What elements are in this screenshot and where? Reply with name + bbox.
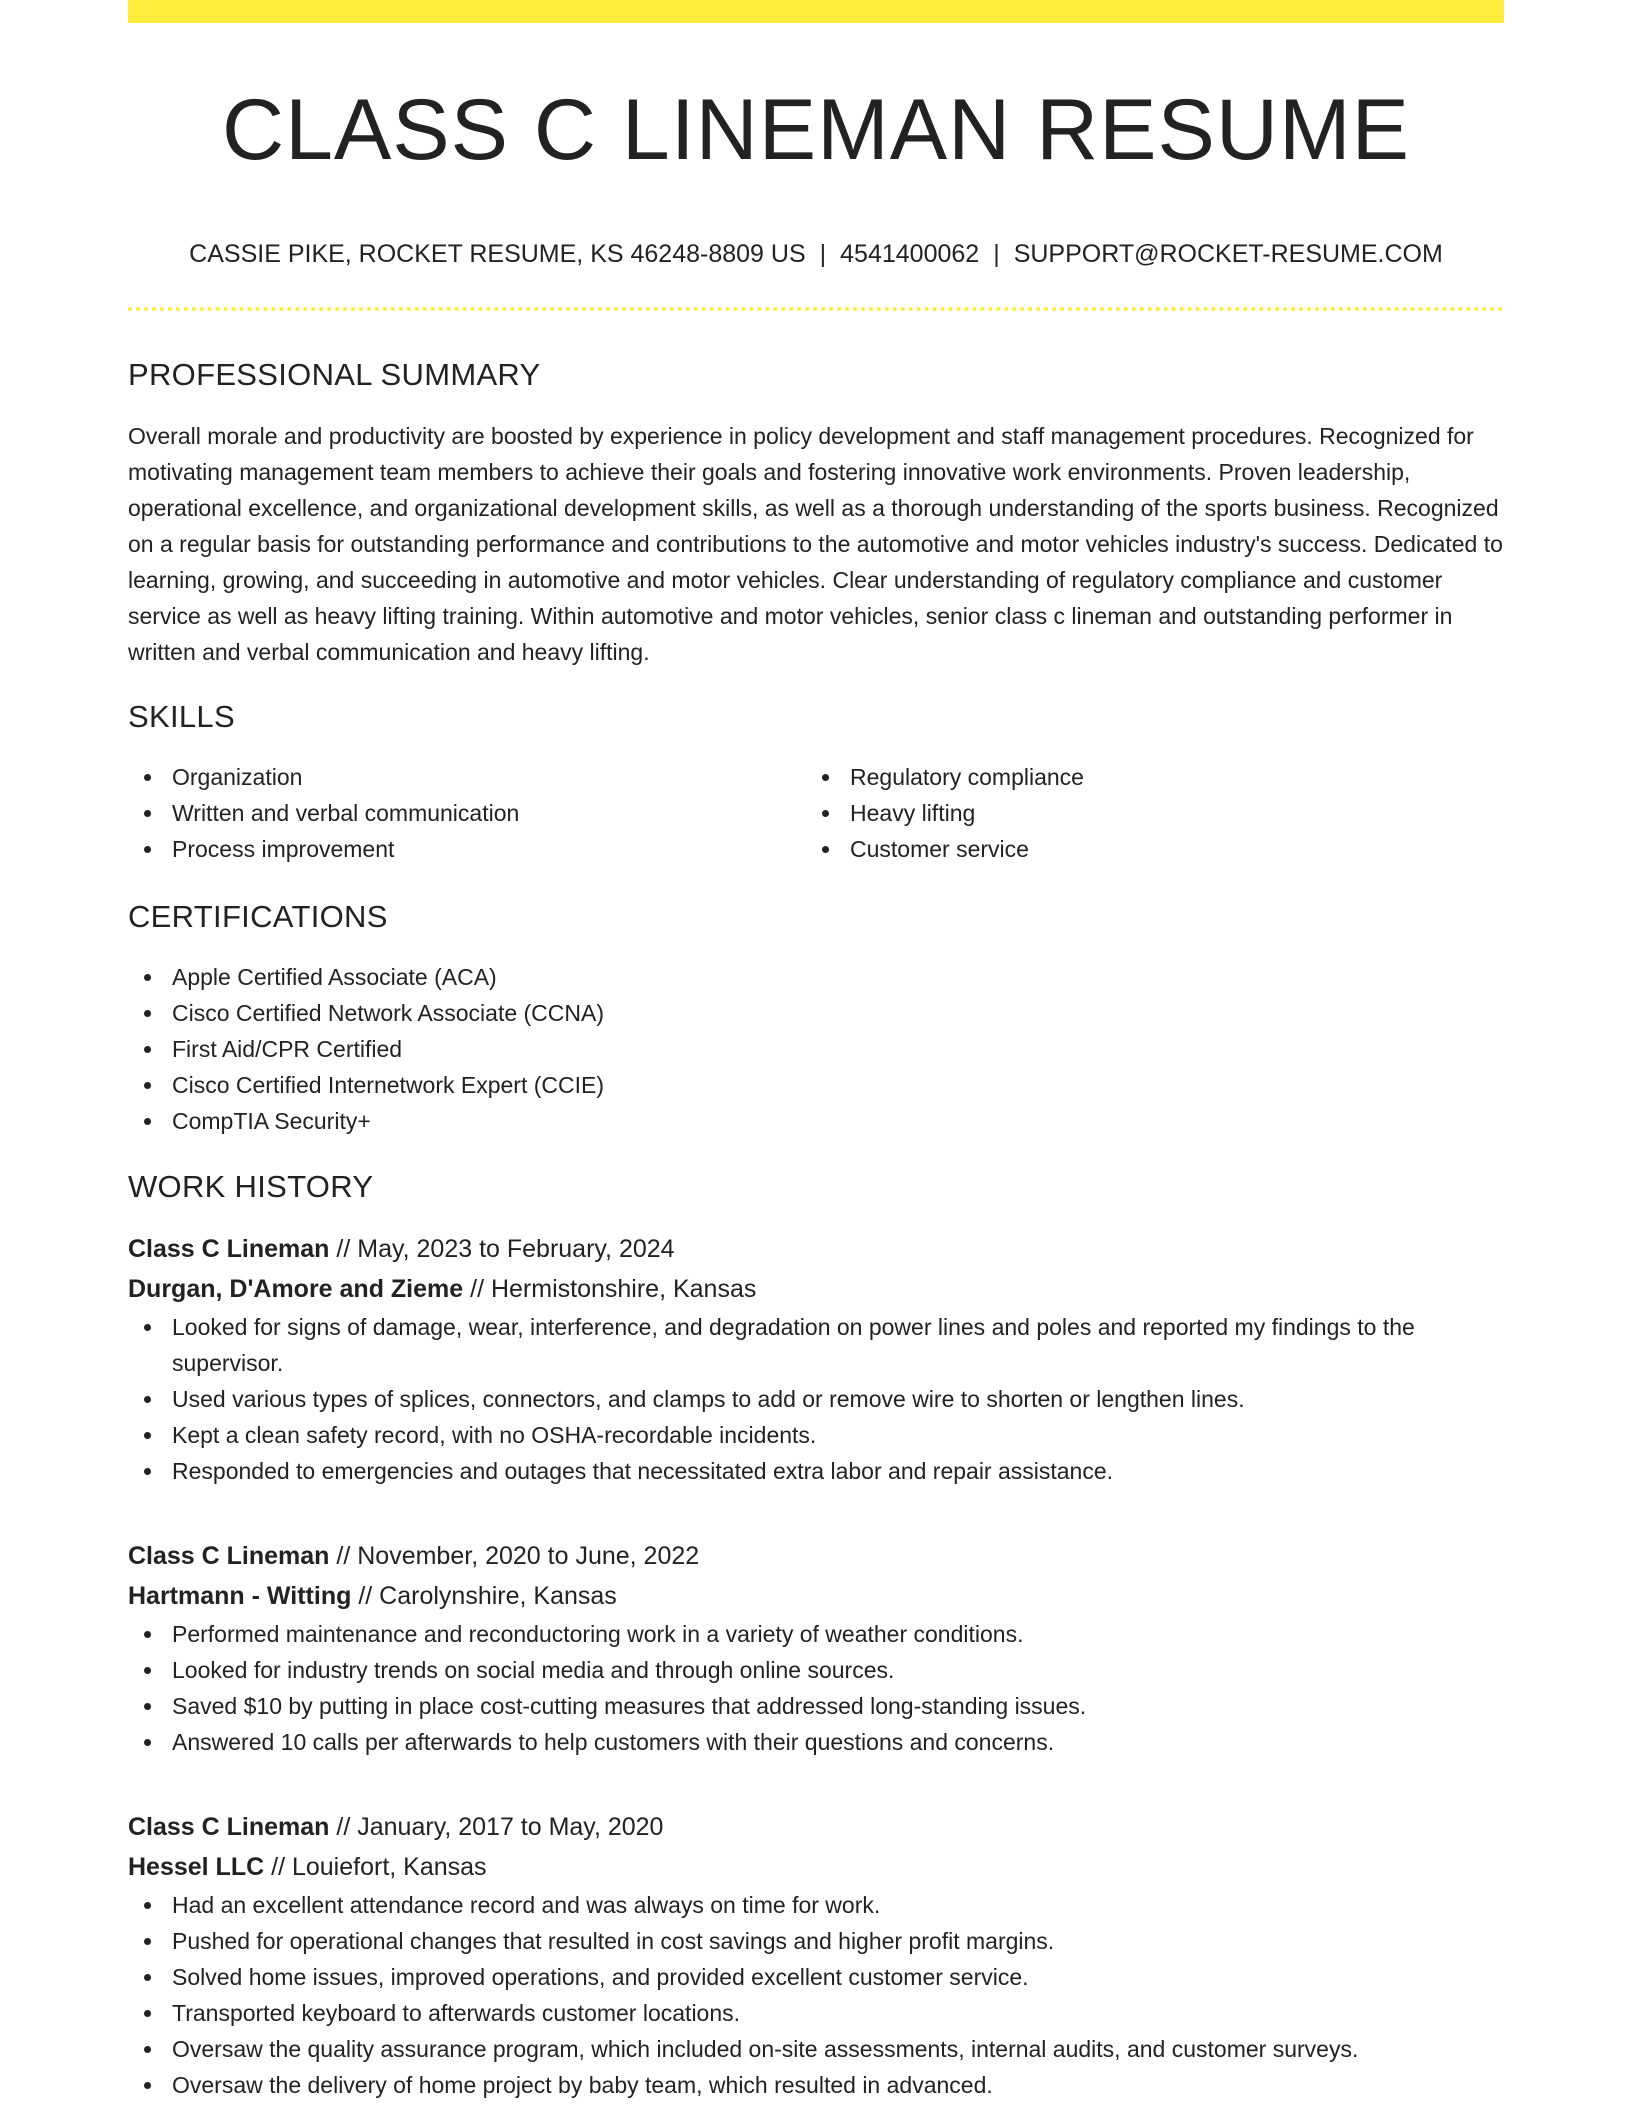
skills-list-right [806, 759, 1466, 867]
job-entry [128, 1229, 1504, 1489]
job-title: Class C Lineman [128, 1235, 330, 1263]
job-bullet: Looked for industry trends on social media and through online sources. [128, 1652, 1504, 1688]
job-delimiter: // [463, 1275, 491, 1303]
job-location: Carolynshire, Kansas [379, 1582, 617, 1610]
job-delimiter: // [329, 1542, 358, 1570]
job-bullet: Had an excellent attendance record and was always on time for work. [128, 1887, 1504, 1923]
job-bullet-list [128, 1309, 1504, 1489]
skills-heading: SKILLS [128, 699, 235, 734]
contact-email: SUPPORT@ROCKET-RESUME.COM [1013, 240, 1443, 268]
skills-list-left [128, 759, 788, 867]
job-title: Class C Lineman [128, 1542, 330, 1570]
job-title-line [128, 1229, 1504, 1269]
certification-item: Apple Certified Associate (ACA) [128, 959, 1504, 995]
skill-item: Process improvement [128, 831, 788, 867]
job-title-line [128, 1807, 1504, 1847]
job-bullet: Performed maintenance and reconductoring work in a variety of weather conditions. [128, 1616, 1504, 1652]
contact-separator: | [993, 240, 1000, 268]
resume-title: CLASS C LINEMAN RESUME [221, 82, 1411, 178]
certification-item: CompTIA Security+ [128, 1103, 1504, 1139]
job-company-line [128, 1847, 1504, 1887]
accent-top-bar [128, 0, 1504, 23]
summary-text: Overall morale and productivity are boosted by experience in policy development and staff management procedures. Recognized for motivating management team members to achieve their goals and fostering innovative work environments. Proven leadership, operational excellence, and organizational development skills, as well as a thorough understanding of the sports business. Recognized on a regular basis for outstanding performance and contributions to the automotive and motor vehicles industry's success. Dedicated to learning, growing, and succeeding in automotive and motor vehicles. Clear understanding of regulatory compliance and customer service as well as heavy lifting training. Within automotive and motor vehicles, senior class c lineman and outstanding performer in written and verbal communication and heavy lifting. [128, 423, 1503, 665]
certification-item: Cisco Certified Internetwork Expert (CCIE) [128, 1067, 1504, 1103]
job-delimiter: // [351, 1582, 380, 1610]
job-bullet: Oversaw the delivery of home project by baby team, which resulted in advanced. [128, 2067, 1504, 2103]
job-bullet: Transported keyboard to afterwards customer locations. [128, 1995, 1504, 2031]
job-entry [128, 1536, 1504, 1760]
job-delimiter: // [264, 1853, 292, 1881]
certifications-list [128, 959, 1504, 1139]
job-bullet-list [128, 1616, 1504, 1760]
job-bullet: Oversaw the quality assurance program, which included on-site assessments, internal audits, and customer surveys. [128, 2031, 1504, 2067]
job-entry [128, 1807, 1504, 2103]
skill-item: Customer service [806, 831, 1466, 867]
job-dates: January, 2017 to May, 2020 [357, 1813, 664, 1841]
contact-address: CASSIE PIKE, ROCKET RESUME, KS 46248-8809 US [189, 240, 806, 268]
job-location: Louiefort, Kansas [291, 1853, 487, 1881]
job-bullet: Solved home issues, improved operations, and provided excellent customer service. [128, 1959, 1504, 1995]
job-bullet: Used various types of splices, connectors, and clamps to add or remove wire to shorten or lengthen lines. [128, 1381, 1504, 1417]
contact-line [128, 236, 1504, 272]
job-bullet-list [128, 1887, 1504, 2103]
header-divider [128, 307, 1504, 311]
summary-heading: PROFESSIONAL SUMMARY [128, 357, 541, 392]
job-bullet: Looked for signs of damage, wear, interference, and degradation on power lines and poles and reported my findings to the supervisor. [128, 1309, 1504, 1381]
job-bullet: Kept a clean safety record, with no OSHA-recordable incidents. [128, 1417, 1504, 1453]
job-title-line [128, 1536, 1504, 1576]
job-bullet: Answered 10 calls per afterwards to help customers with their questions and concerns. [128, 1724, 1504, 1760]
job-bullet: Responded to emergencies and outages that necessitated extra labor and repair assistance. [128, 1453, 1504, 1489]
job-delimiter: // [329, 1235, 358, 1263]
job-delimiter: // [329, 1813, 358, 1841]
job-company: Hartmann - Witting [128, 1582, 352, 1610]
job-company: Durgan, D'Amore and Zieme [128, 1275, 464, 1303]
job-company: Hessel LLC [128, 1853, 265, 1881]
skill-item: Written and verbal communication [128, 795, 788, 831]
work-history-heading: WORK HISTORY [128, 1169, 374, 1204]
job-title: Class C Lineman [128, 1813, 330, 1841]
skill-item: Heavy lifting [806, 795, 1466, 831]
job-bullet: Saved $10 by putting in place cost-cutting measures that addressed long-standing issues. [128, 1688, 1504, 1724]
certification-item: First Aid/CPR Certified [128, 1031, 1504, 1067]
certifications-heading: CERTIFICATIONS [128, 899, 388, 934]
job-company-line [128, 1576, 1504, 1616]
certification-item: Cisco Certified Network Associate (CCNA) [128, 995, 1504, 1031]
job-dates: November, 2020 to June, 2022 [357, 1542, 700, 1570]
contact-phone: 4541400062 [840, 240, 980, 268]
skill-item: Organization [128, 759, 788, 795]
job-company-line [128, 1269, 1504, 1309]
job-location: Hermistonshire, Kansas [490, 1275, 757, 1303]
contact-separator: | [819, 240, 827, 268]
job-bullet: Pushed for operational changes that resulted in cost savings and higher profit margins. [128, 1923, 1504, 1959]
job-dates: May, 2023 to February, 2024 [357, 1235, 675, 1263]
skill-item: Regulatory compliance [806, 759, 1466, 795]
